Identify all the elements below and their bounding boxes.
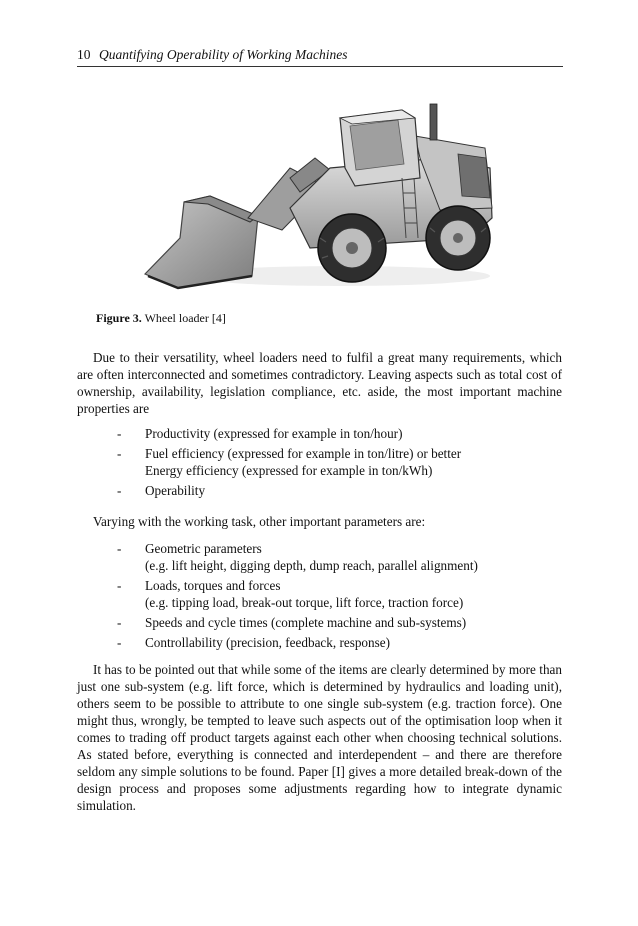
- dash-marker: -: [117, 615, 122, 630]
- list-item: [77, 445, 562, 479]
- dash-marker: -: [117, 541, 122, 556]
- page-number: 10: [77, 47, 91, 62]
- list-item-subtext: (e.g. tipping load, break-out torque, lift force, traction force): [145, 595, 464, 610]
- figure-caption-text: Wheel loader [4]: [141, 311, 226, 325]
- figure-caption: [96, 311, 226, 326]
- list-item: [77, 614, 562, 631]
- list-item-text: Fuel efficiency (expressed for example in ton/litre) or better: [145, 446, 462, 461]
- wheel-loader-illustration: [140, 98, 500, 294]
- list-item: [77, 634, 562, 651]
- list-item: [77, 425, 562, 442]
- paragraph-subsystems: [77, 661, 562, 814]
- list-item-text: Controllability (precision, feedback, response): [145, 635, 390, 650]
- list-item: [77, 482, 562, 499]
- list-item-text: Loads, torques and forces: [145, 578, 281, 593]
- dash-marker: -: [117, 446, 122, 461]
- list-item-text: Operability: [145, 483, 206, 498]
- dash-marker: -: [117, 483, 122, 498]
- figure-label: Figure 3.: [96, 311, 142, 325]
- dash-marker: -: [117, 426, 122, 441]
- paragraph-requirements-text: Due to their versatility, wheel loaders need to fulfil a great many requirements, which are often interconnected and sometimes contradictory. Leaving aspects such as total cost of ownership, availability, legislation compliance, etc. aside, the most important machine properties are: [77, 350, 562, 416]
- list-item-text: Geometric parameters: [145, 541, 262, 556]
- running-header: [77, 44, 563, 67]
- machine-properties-list: [77, 425, 562, 502]
- list-item-text: Speeds and cycle times (complete machine and sub-systems): [145, 615, 467, 630]
- dash-marker: -: [117, 578, 122, 593]
- list-item: [77, 577, 562, 611]
- parameters-list: [77, 540, 562, 654]
- list-item-subtext: Energy efficiency (expressed for example in ton/kWh): [145, 463, 433, 478]
- parameters-lead: Varying with the working task, other important parameters are:: [93, 514, 426, 529]
- paragraph-subsystems-text: It has to be pointed out that while some of the items are clearly determined by more than just one sub-system (e.g. lift force, which is determined by hydraulics and loading unit), others seem to be possible to attribute to one single sub-system (e.g. traction force). One might thus, wrongly, be tempted to leave such aspects out of the optimisation loop when it comes to trading off product targets against each other when choosing technical solutions. As stated before, everything is connected and interdependent – and there are therefore seldom any simple solutions to be found. Paper [I] gives a more detailed break-down of the design process and proposes some adjustments regarding how to integrate dynamic simulation.: [77, 662, 562, 813]
- list-item-text: Productivity (expressed for example in ton/hour): [145, 426, 403, 441]
- list-item-subtext: (e.g. lift height, digging depth, dump reach, parallel alignment): [145, 558, 478, 573]
- dash-marker: -: [117, 635, 122, 650]
- list-item: [77, 540, 562, 574]
- running-title: Quantifying Operability of Working Machines: [99, 47, 348, 62]
- paragraph-requirements: [77, 349, 562, 417]
